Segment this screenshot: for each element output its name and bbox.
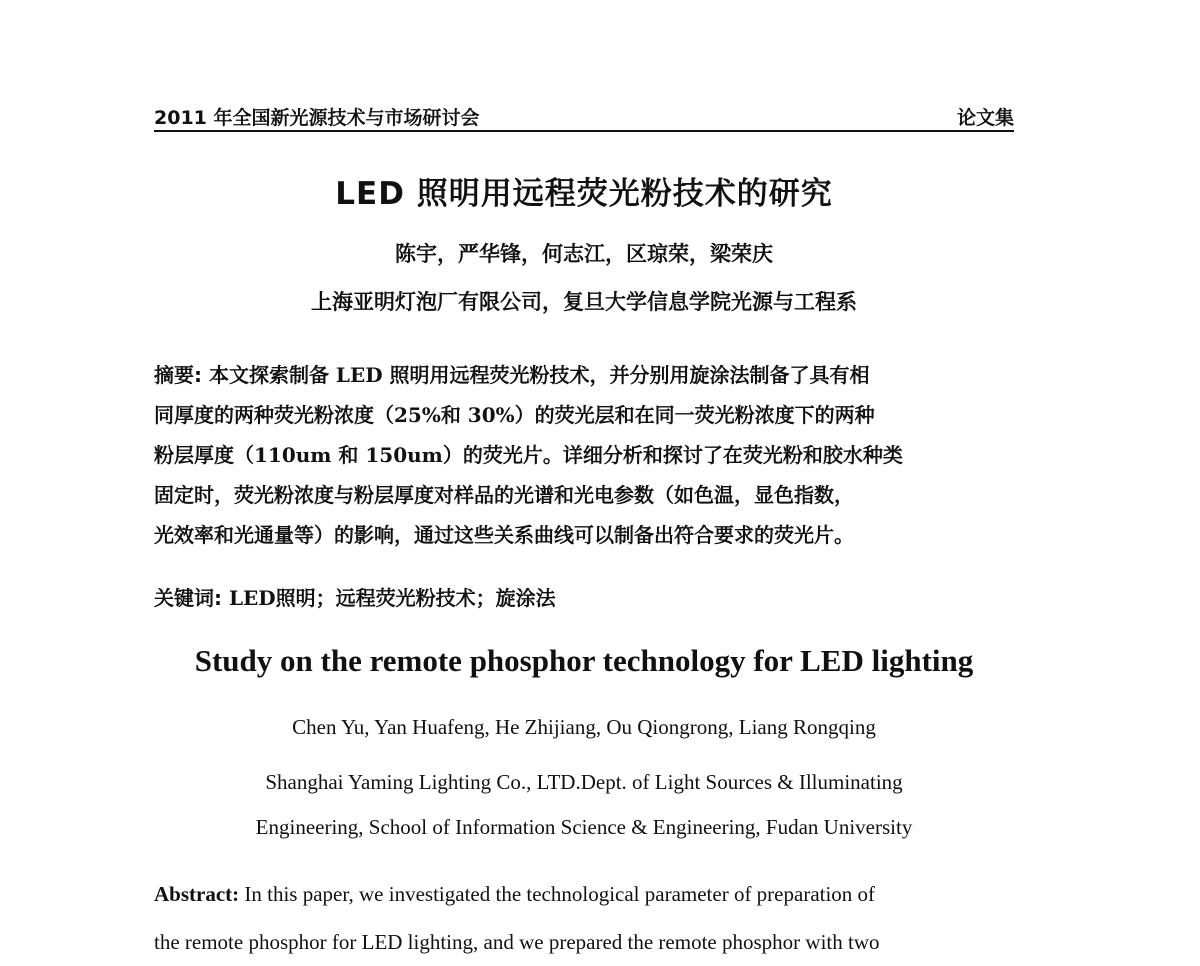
- chinese-abstract-line: 摘要: 本文探索制备 LED 照明用远程荧光粉技术，并分别用旋涂法制备了具有相: [154, 363, 870, 387]
- chinese-keywords-text: LED照明；远程荧光粉技术；旋涂法: [222, 586, 556, 610]
- english-abstract-line: Abstract: In this paper, we investigated the technological parameter of preparation of: [154, 882, 876, 906]
- chinese-abstract-line: 固定时，荧光粉浓度与粉层厚度对样品的光谱和光电参数（如色温，显色指数，: [154, 483, 854, 507]
- chinese-abstract-line: 光效率和光通量等）的影响，通过这些关系曲线可以制备出符合要求的荧光片。: [154, 523, 854, 547]
- english-title: Study on the remote phosphor technology for LED lighting: [194, 643, 974, 678]
- chinese-title: LED 照明用远程荧光粉技术的研究: [335, 176, 833, 212]
- chinese-abstract-label: 摘要:: [154, 363, 202, 387]
- english-authors: Chen Yu, Yan Huafeng, He Zhijiang, Ou Qiongrong, Liang Rongqing: [292, 715, 876, 739]
- proceedings-label: 论文集: [956, 107, 1014, 129]
- chinese-abstract: [154, 355, 1014, 555]
- conference-name: 2011 年全国新光源技术与市场研讨会: [154, 107, 480, 129]
- english-affiliation: [154, 760, 1014, 850]
- english-abstract-label: Abstract:: [154, 882, 240, 906]
- chinese-keywords: [154, 582, 1014, 611]
- running-header: [154, 100, 1014, 130]
- header-rule: [154, 130, 1014, 132]
- chinese-abstract-line: 粉层厚度（110um 和 150um）的荧光片。详细分析和探讨了在荧光粉和胶水种类: [154, 443, 903, 467]
- english-affiliation-line: Engineering, School of Information Science & Engineering, Fudan University: [255, 815, 913, 839]
- chinese-authors: 陈宇，严华锋，何志江，区琼荣，梁荣庆: [395, 241, 773, 266]
- english-abstract-line: the remote phosphor for LED lighting, and we prepared the remote phosphor with two: [154, 930, 880, 954]
- chinese-abstract-line: 同厚度的两种荧光粉浓度（25%和 30%）的荧光层和在同一荧光粉浓度下的两种: [154, 403, 875, 427]
- chinese-affiliation: 上海亚明灯泡厂有限公司，复旦大学信息学院光源与工程系: [311, 289, 857, 314]
- chinese-keywords-label: 关键词:: [154, 586, 222, 610]
- english-affiliation-line: Shanghai Yaming Lighting Co., LTD.Dept. of Light Sources & Illuminating: [265, 770, 903, 794]
